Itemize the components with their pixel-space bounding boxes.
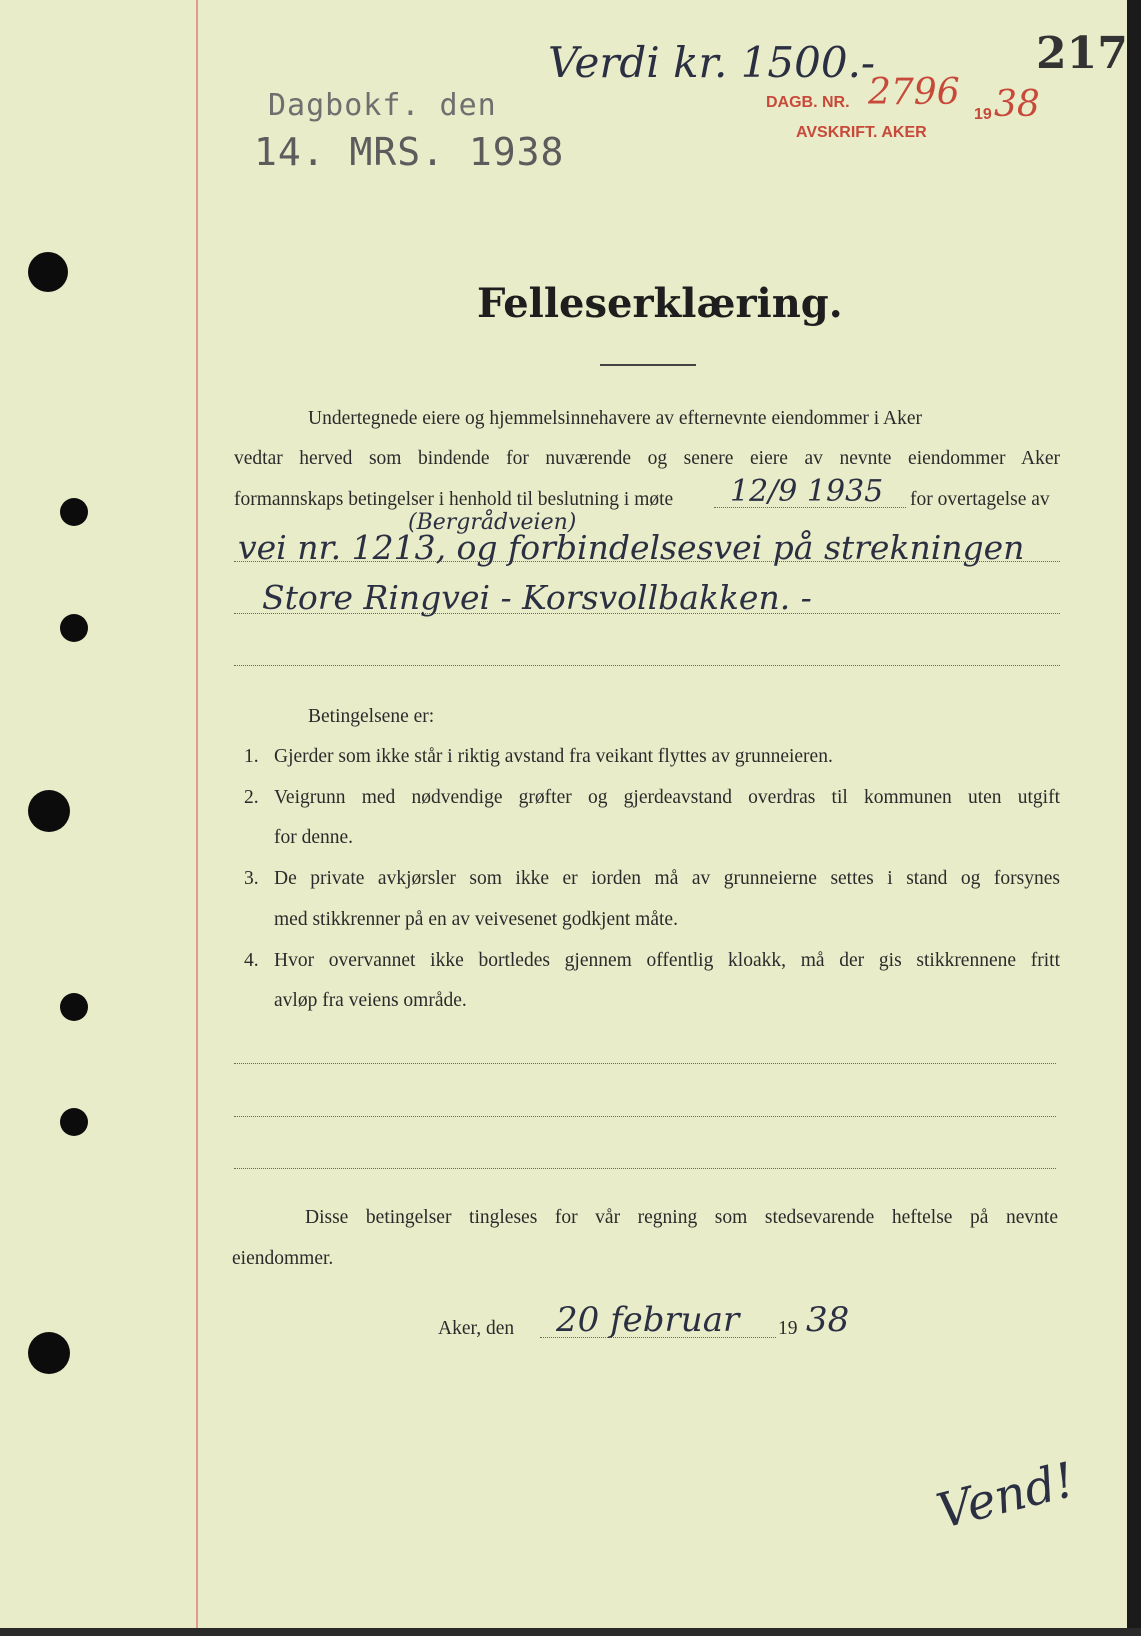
condition-1-text: Gjerder som ikke står i riktig avstand fra veikant flyttes av grunneieren. <box>274 746 833 767</box>
document-title: Felleserklæring. <box>477 280 843 327</box>
punch-hole <box>28 790 70 832</box>
meeting-date: 12/9 1935 <box>730 474 884 509</box>
condition-2-text: Veigrunn med nødvendige grøfter og gjerdeavstand overdras til kommunen uten utgift <box>274 787 1060 808</box>
road-description-2: Store Ringvei - Korsvollbakken. - <box>262 578 812 617</box>
punch-hole <box>28 252 68 292</box>
avskrift-stamp: AVSKRIFT. AKER <box>796 124 927 141</box>
blank-line-1 <box>234 1063 1056 1064</box>
condition-3-text: De private avkjørsler som ikke er iorden må av grunneierne settes i stand og forsynes <box>274 868 1060 889</box>
condition-4-number: 4. <box>244 950 259 971</box>
page-edge-right <box>1127 0 1141 1636</box>
condition-3-text-cont: med stikkrenner på en av veivesenet godkjent måte. <box>274 909 678 930</box>
insert-note: (Bergrådveien) <box>408 510 577 535</box>
condition-1-number: 1. <box>244 746 259 767</box>
fill-line-3 <box>234 665 1060 666</box>
title-rule <box>600 364 696 366</box>
intro-line-3-before: formannskaps betingelser i henhold til beslutning i møte <box>234 489 674 510</box>
value-note: Verdi kr. 1500.- <box>548 38 876 87</box>
signing-date: 20 februar <box>556 1300 740 1340</box>
dagb-nr-number: 2796 <box>868 72 960 113</box>
condition-2-text-cont: for denne. <box>274 827 354 848</box>
dagbok-stamp-line1: Dagbokf. den <box>268 88 497 123</box>
year-hand: 38 <box>806 1300 850 1340</box>
intro-line-1: Undertegnede eiere og hjemmelsinnehavere av efternevnte eiendommer i Aker <box>308 408 922 429</box>
place-label: Aker, den <box>438 1318 515 1339</box>
closing-line-1: Disse betingelser tingleses for vår regning som stedsevarende heftelse på nevnte <box>305 1207 1058 1228</box>
page-edge-bottom <box>0 1628 1141 1636</box>
page-number: 217 <box>1036 28 1128 79</box>
punch-hole <box>60 614 88 642</box>
intro-line-2: vedtar herved som bindende for nuværende og senere eiere av nevnte eiendommer Aker <box>234 448 1060 469</box>
punch-hole <box>60 993 88 1021</box>
dagb-year-hand: 38 <box>994 84 1040 125</box>
blank-line-3 <box>234 1168 1056 1169</box>
dagb-nr-label: DAGB. NR. <box>766 94 850 111</box>
road-description-1: vei nr. 1213, og forbindelsesvei på strekningen <box>238 528 1025 567</box>
punch-hole <box>60 1108 88 1136</box>
condition-3-number: 3. <box>244 868 259 889</box>
condition-2-number: 2. <box>244 787 259 808</box>
punch-hole <box>28 1332 70 1374</box>
blank-line-2 <box>234 1116 1056 1117</box>
punch-hole <box>60 498 88 526</box>
condition-4-text: Hvor overvannet ikke bortledes gjennem offentlig kloakk, må der gis stikkrennene fritt <box>274 950 1060 971</box>
conditions-heading: Betingelsene er: <box>308 706 435 727</box>
closing-line-2: eiendommer. <box>232 1248 334 1269</box>
dagbok-stamp-date: 14. MRS. 1938 <box>254 130 565 174</box>
margin-rule <box>196 0 198 1636</box>
turn-page-note: Vend! <box>931 1451 1081 1541</box>
year-printed: 19 <box>778 1318 798 1339</box>
intro-line-3-after: for overtagelse av <box>910 489 1050 510</box>
dagb-year-printed: 19 <box>974 106 992 123</box>
condition-4-text-cont: avløp fra veiens område. <box>274 990 467 1011</box>
